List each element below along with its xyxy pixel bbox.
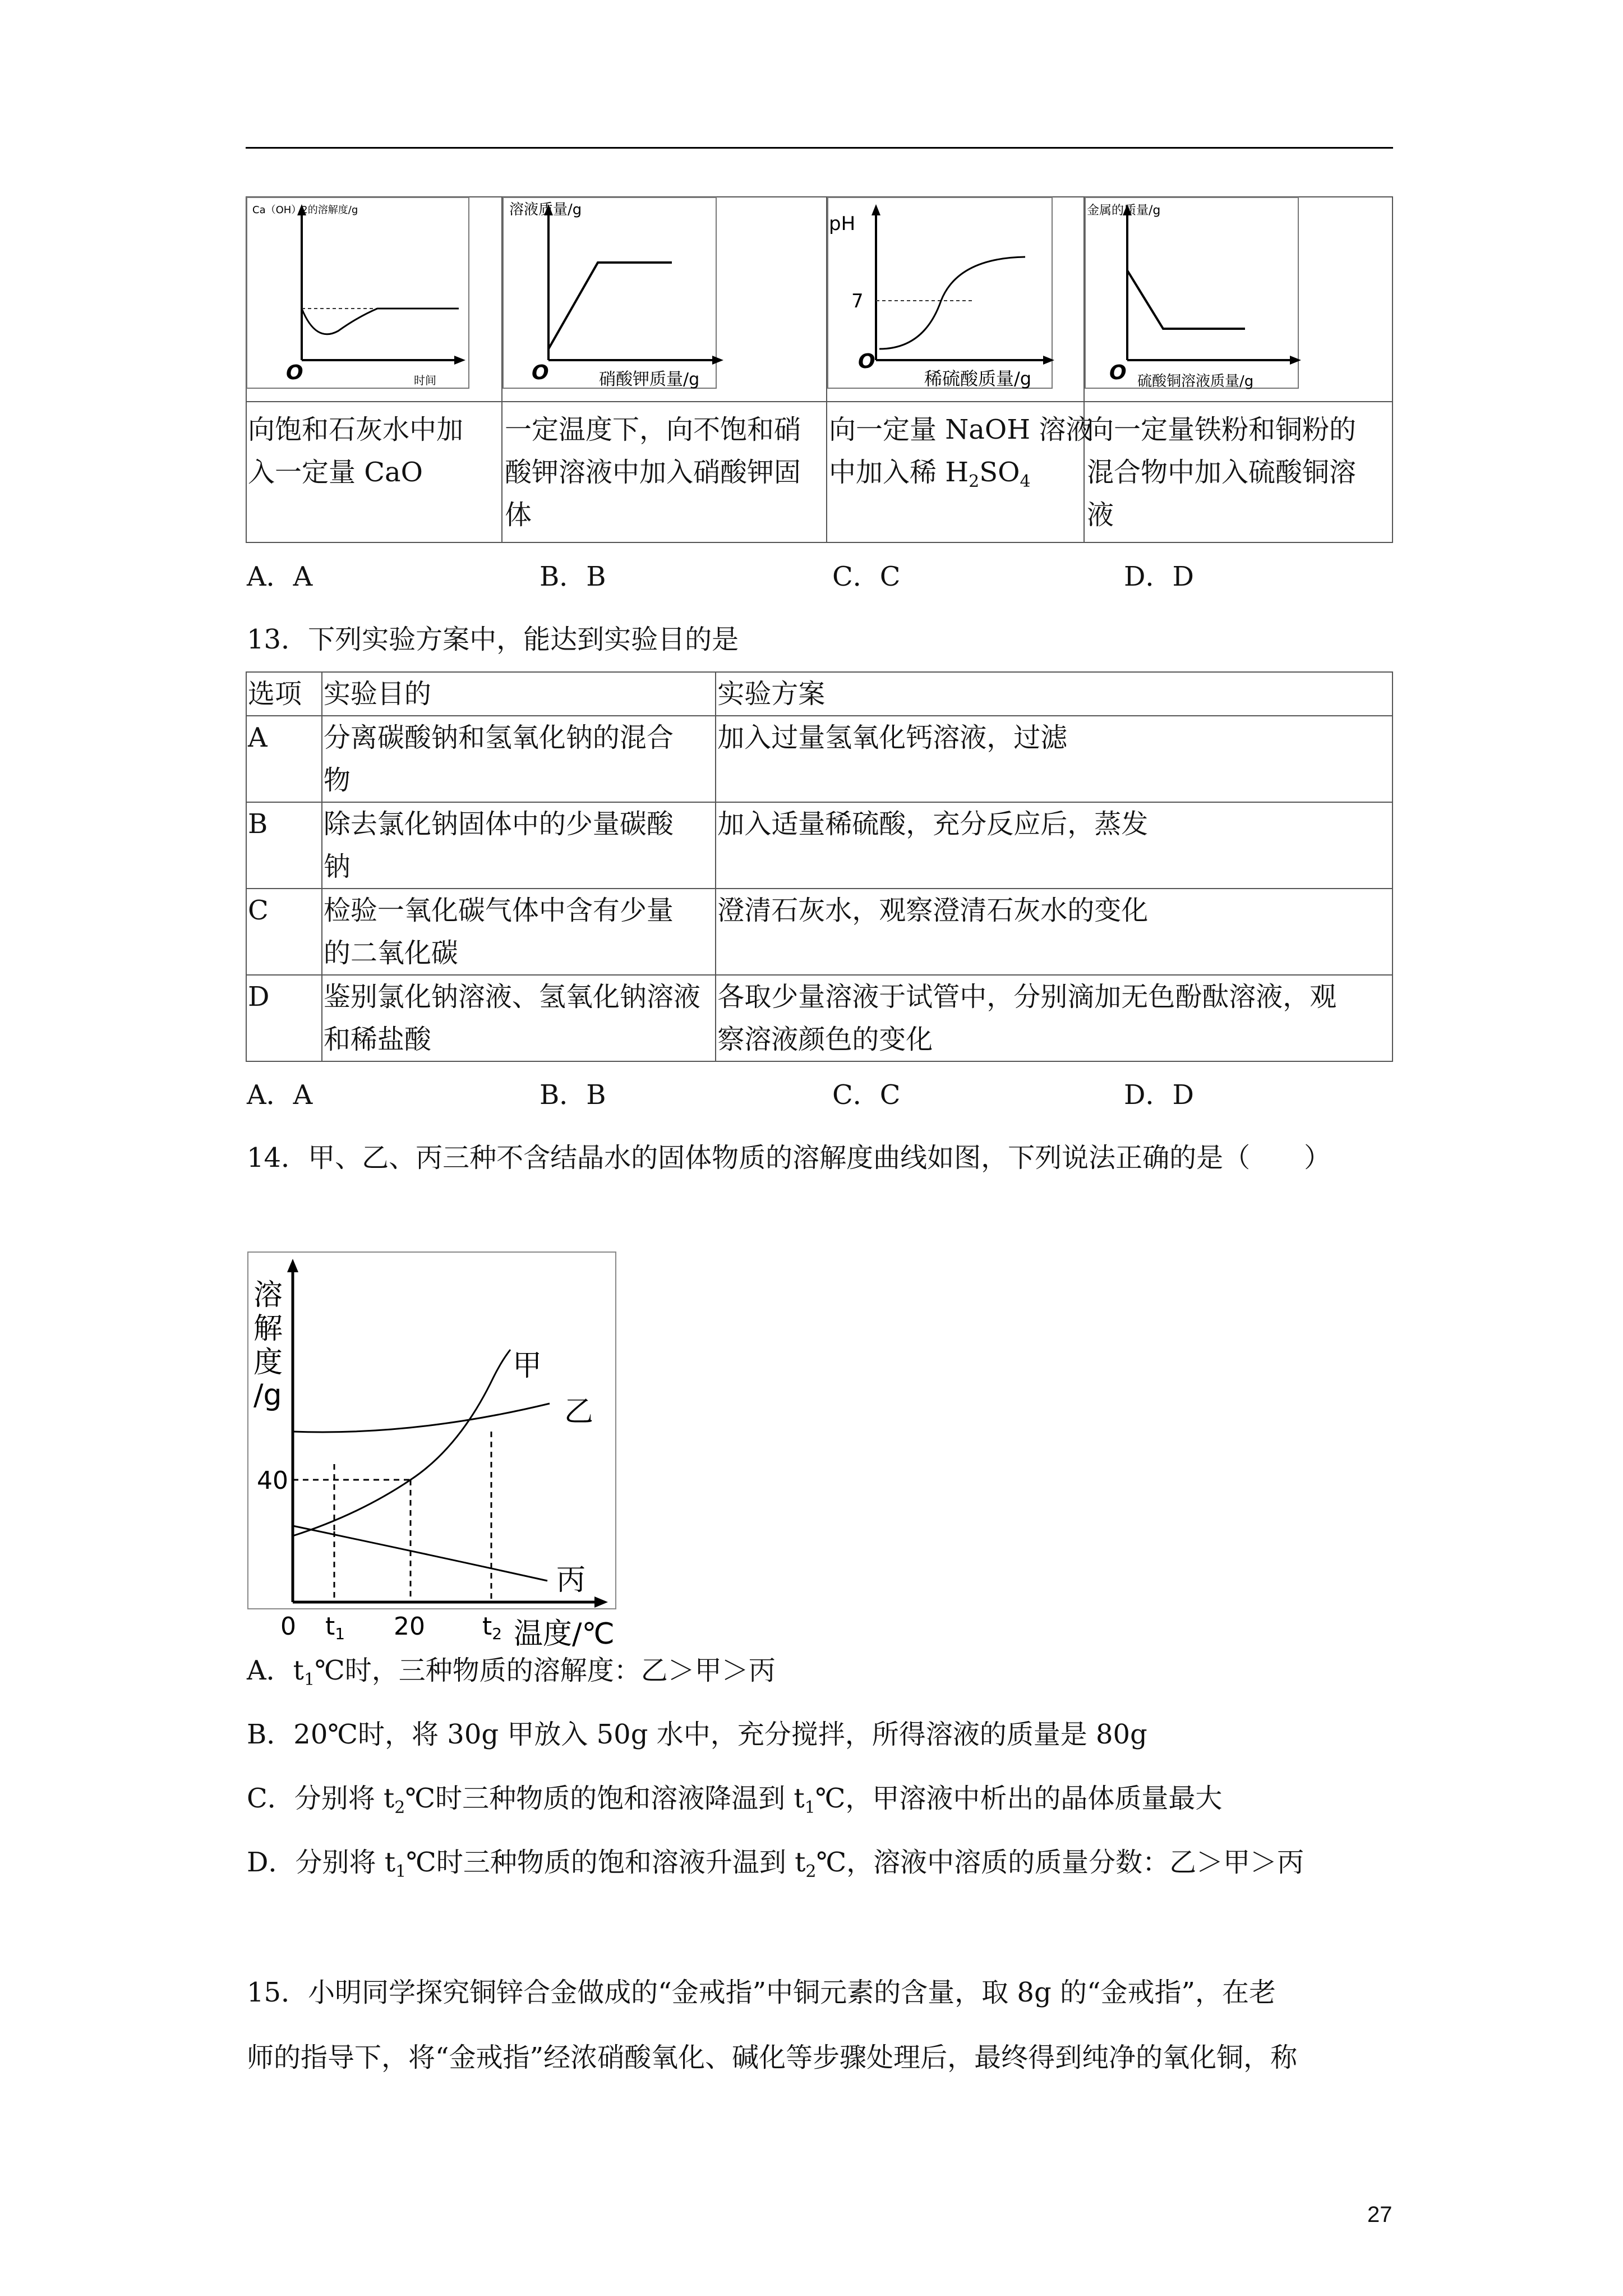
graph4-y-label: 金属的质量/g: [1087, 204, 1161, 218]
row-option: C: [246, 889, 322, 975]
row-option: B: [246, 802, 322, 889]
q12-desc-c: 向一定量 NaOH 溶液 中加入稀 $H_2SO_4$: [829, 414, 1093, 491]
curve-bing: [293, 1526, 547, 1581]
row-purpose: 检验一氧化碳气体中含有少量 的二氧化碳: [322, 889, 716, 975]
q13-choice-b[interactable]: B．B: [540, 1079, 606, 1111]
q12-choice-b[interactable]: B．B: [540, 561, 606, 592]
graph3-origin: O: [858, 350, 875, 373]
q12-desc-a: 向饱和石灰水中加 入一定量 CaO: [248, 414, 464, 488]
chart-ytick-40: 40: [257, 1466, 288, 1495]
row-purpose: 鉴别氯化钠溶液、氢氧化钠溶液 和稀盐酸: [322, 975, 716, 1061]
q14-option-c[interactable]: C．分别将 $t_2℃$时三种物质的饱和溶液降温到 $t_1℃$，甲溶液中析出的晶体质量最大: [247, 1783, 1223, 1818]
q14-stem: 14．甲、乙、丙三种不含结晶水的固体物质的溶解度曲线如图，下列说法正确的是（ ）: [247, 1142, 1331, 1174]
table-header-row: [246, 672, 1393, 716]
row-option: A: [246, 716, 322, 802]
chart-xlabel: 温度/℃: [514, 1617, 615, 1651]
legend-yi: 乙: [564, 1395, 594, 1429]
q12-table: [246, 196, 1393, 543]
graph3-y-label: pH: [829, 213, 856, 235]
graph-metal-mass: [1085, 197, 1301, 388]
q13-choice-d[interactable]: D．D: [1124, 1079, 1194, 1111]
q13-stem: 13．下列实验方案中，能达到实验目的是: [247, 624, 739, 655]
graph2-y-label: 溶液质量/g: [509, 201, 582, 218]
graph3-mark: 7: [851, 290, 864, 312]
q13-choice-c[interactable]: C．C: [832, 1079, 901, 1111]
chart-xtick-t2: t2: [482, 1612, 502, 1643]
q13-table: [246, 671, 1393, 1062]
q15-line-2: 师的指导下，将“金戒指”经浓硝酸氧化、碱化等步骤处理后，最终得到纯净的氧化铜，称: [247, 2042, 1298, 2073]
q12-desc-d: 向一定量铁粉和铜粉的 混合物中加入硫酸铜溶 液: [1087, 414, 1357, 531]
graph-solution-mass: [503, 197, 723, 388]
table-row: [246, 716, 1393, 802]
graph4-origin: O: [1109, 361, 1127, 384]
row-plan: 加入适量稀硫酸，充分反应后，蒸发: [716, 802, 1393, 889]
page-number: 27: [1367, 2202, 1393, 2227]
graph-ca-oh-solubility: [247, 197, 469, 388]
chart-xtick-0: 0: [280, 1612, 296, 1641]
graph3-x-label: 稀硫酸质量/g: [924, 368, 1032, 389]
table-row: [246, 975, 1393, 1061]
q14-option-b[interactable]: B．20℃时，将 30g 甲放入 50g 水中，充分搅拌，所得溶液的质量是 80g: [247, 1719, 1147, 1750]
chart-ylabel-1: 溶: [253, 1278, 283, 1312]
q15-line-1: 15．小明同学探究铜锌合金做成的“金戒指”中铜元素的含量，取 8g 的“金戒指”，在老: [247, 1977, 1276, 2008]
q14-solubility-chart: [247, 1251, 617, 1651]
header-plan: 实验方案: [716, 672, 1393, 716]
curve-yi: [293, 1404, 550, 1432]
row-purpose: 分离碳酸钠和氢氧化钠的混合 物: [322, 716, 716, 802]
chart-ylabel-2: 解: [253, 1312, 283, 1346]
row-plan: 各取少量溶液于试管中，分别滴加无色酚酞溶液，观 察溶液颜色的变化: [716, 975, 1393, 1061]
graph1-origin: O: [286, 361, 303, 384]
graph1-y-label: Ca（OH）2的溶解度/g: [252, 204, 358, 216]
graph2-origin: O: [532, 361, 549, 384]
q12-choice-a[interactable]: A．A: [247, 561, 313, 592]
graph4-x-label: 硫酸铜溶液质量/g: [1137, 373, 1254, 390]
row-plan: 加入过量氢氧化钙溶液，过滤: [716, 716, 1393, 802]
header-option: 选项: [246, 672, 322, 716]
chart-ylabel-3: 度: [253, 1346, 283, 1379]
q12-desc-b: 一定温度下，向不饱和硝 酸钾溶液中加入硝酸钾固 体: [505, 414, 801, 531]
legend-jia: 甲: [513, 1349, 542, 1383]
header-rule: [246, 147, 1393, 149]
header-purpose: 实验目的: [322, 672, 716, 716]
row-option: D: [246, 975, 322, 1061]
graph1-x-label: 时间: [414, 374, 436, 387]
q12-choice-d[interactable]: D．D: [1124, 561, 1194, 592]
q12-choice-c[interactable]: C．C: [832, 561, 901, 592]
graph2-x-label: 硝酸钾质量/g: [599, 370, 700, 389]
table-row: [246, 802, 1393, 889]
curve-jia: [293, 1350, 510, 1536]
q14-option-d[interactable]: D．分别将 $t_1℃$时三种物质的饱和溶液升温到 $t_2℃$，溶液中溶质的质量分数：乙＞甲＞丙: [247, 1847, 1304, 1881]
row-purpose: 除去氯化钠固体中的少量碳酸 钠: [322, 802, 716, 889]
chart-xtick-20: 20: [394, 1612, 425, 1641]
chart-xtick-t1: t1: [325, 1612, 345, 1643]
row-plan: 澄清石灰水，观察澄清石灰水的变化: [716, 889, 1393, 975]
q13-choice-a[interactable]: A．A: [247, 1079, 313, 1111]
q14-option-a[interactable]: A．$t_1℃$时，三种物质的溶解度：乙＞甲＞丙: [247, 1655, 776, 1690]
table-row: [246, 889, 1393, 975]
chart-ylabel-4: /g: [253, 1378, 282, 1412]
legend-bing: 丙: [556, 1563, 586, 1597]
